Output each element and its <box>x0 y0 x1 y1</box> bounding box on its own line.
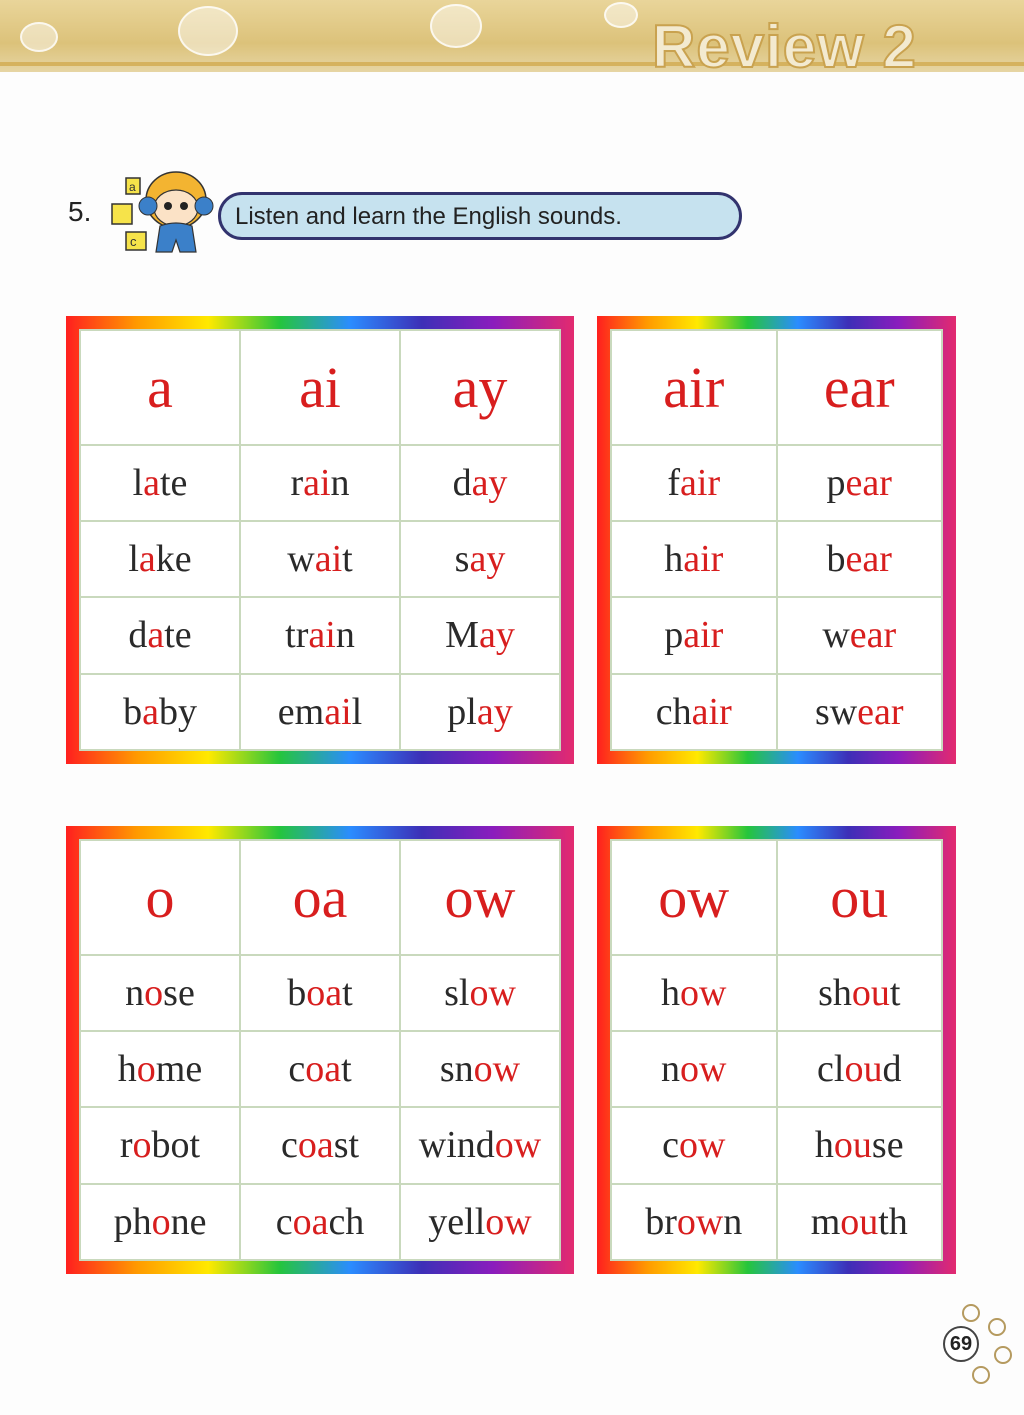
word-part: me <box>155 1048 203 1091</box>
word-part: by <box>158 690 197 733</box>
word-part: th <box>878 1200 908 1243</box>
table-row <box>80 1107 560 1183</box>
word-cell <box>240 1031 400 1107</box>
word-part: se <box>871 1124 904 1167</box>
word-cell <box>240 674 400 750</box>
word-part: w <box>822 614 850 657</box>
word-part: c <box>280 1124 298 1167</box>
sound-header: ear <box>777 330 943 445</box>
word-part: cl <box>817 1048 845 1091</box>
highlighted-letters: ear <box>849 614 897 657</box>
highlighted-letters: ai <box>314 538 343 581</box>
table-row <box>611 597 942 673</box>
word-part: n <box>723 1200 743 1243</box>
table-row <box>80 955 560 1031</box>
sound-header: air <box>611 330 777 445</box>
word-cell <box>240 955 400 1031</box>
word-cell <box>80 1031 240 1107</box>
phonics-table-a-ai-ay <box>66 316 574 764</box>
word-part: se <box>163 971 195 1014</box>
word-part: te <box>160 461 188 504</box>
word-part: c <box>275 1200 293 1243</box>
word-part: n <box>330 461 350 504</box>
page-title: Review 2 <box>652 13 917 80</box>
word-cell <box>240 597 400 673</box>
word-part: d <box>452 461 472 504</box>
word-part: p <box>826 461 846 504</box>
highlighted-letters: ai <box>303 461 331 504</box>
highlighted-letters: ou <box>844 1048 883 1091</box>
phonics-table-air-ear <box>597 316 956 764</box>
word-part: m <box>810 1200 841 1243</box>
highlighted-letters: ay <box>476 690 513 733</box>
word-part: t <box>342 971 353 1014</box>
exercise-number: 5. <box>68 196 92 227</box>
svg-text:a: a <box>129 180 136 194</box>
word-cell <box>240 1184 400 1260</box>
ring-decoration <box>962 1304 980 1322</box>
highlighted-letters: air <box>680 461 721 504</box>
table-grid <box>610 329 943 751</box>
highlighted-letters: ow <box>485 1200 532 1243</box>
sound-header: ai <box>240 330 400 445</box>
word-cell <box>611 597 777 673</box>
paw-print-decoration <box>604 2 638 28</box>
instruction-text: Listen and learn the English sounds. <box>235 203 622 230</box>
paw-print-decoration <box>430 4 482 48</box>
highlighted-letters: a <box>142 690 159 733</box>
word-part: te <box>164 614 192 657</box>
word-cell <box>611 1107 777 1183</box>
word-cell <box>777 445 943 521</box>
highlighted-letters: ow <box>680 1048 727 1091</box>
word-cell <box>400 521 560 597</box>
highlighted-letters: ay <box>471 461 508 504</box>
word-cell <box>611 1031 777 1107</box>
highlighted-letters: ay <box>478 614 515 657</box>
word-part: d <box>882 1048 902 1091</box>
paw-print-decoration <box>178 6 238 56</box>
sound-header: ow <box>611 840 777 955</box>
highlighted-letters: ear <box>857 690 904 733</box>
sound-header: a <box>80 330 240 445</box>
highlighted-letters: o <box>151 1200 171 1243</box>
word-cell <box>80 597 240 673</box>
table-row <box>80 445 560 521</box>
word-part: sl <box>444 971 470 1014</box>
word-part: l <box>132 461 144 504</box>
word-cell <box>240 1107 400 1183</box>
word-part: h <box>814 1124 834 1167</box>
word-cell <box>777 674 943 750</box>
word-part: n <box>335 614 355 657</box>
highlighted-letters: oa <box>297 1124 334 1167</box>
word-part: b <box>826 538 846 581</box>
word-cell <box>400 597 560 673</box>
word-cell <box>777 521 943 597</box>
table-row <box>611 1107 942 1183</box>
word-part: b <box>123 690 143 733</box>
word-part: r <box>119 1124 133 1167</box>
ring-decoration <box>994 1346 1012 1364</box>
word-part: w <box>287 538 315 581</box>
word-cell <box>400 1107 560 1183</box>
highlighted-letters: ay <box>469 538 506 581</box>
highlighted-letters: ai <box>324 690 352 733</box>
sound-header: oa <box>240 840 400 955</box>
word-part: t <box>889 971 901 1014</box>
highlighted-letters: ou <box>840 1200 879 1243</box>
highlighted-letters: ou <box>851 971 890 1014</box>
word-cell <box>80 955 240 1031</box>
table-row <box>80 1031 560 1107</box>
word-cell <box>80 521 240 597</box>
word-part: ne <box>170 1200 207 1243</box>
table-row <box>611 674 942 750</box>
word-cell <box>80 674 240 750</box>
highlighted-letters: o <box>132 1124 152 1167</box>
word-part: sh <box>818 971 852 1014</box>
word-part: br <box>645 1200 677 1243</box>
phonics-table-ow-ou <box>597 826 956 1274</box>
highlighted-letters: a <box>147 614 165 657</box>
sound-header: ou <box>777 840 943 955</box>
word-part: t <box>342 538 353 581</box>
highlighted-letters: oa <box>306 971 343 1014</box>
word-cell <box>611 674 777 750</box>
highlighted-letters: a <box>143 461 160 504</box>
word-cell <box>240 445 400 521</box>
word-cell <box>400 1184 560 1260</box>
word-part: b <box>287 971 307 1014</box>
word-cell <box>400 1031 560 1107</box>
word-part: ch <box>328 1200 365 1243</box>
word-part: sn <box>439 1048 474 1091</box>
highlighted-letters: oa <box>292 1200 329 1243</box>
paw-print-decoration <box>20 22 58 52</box>
highlighted-letters: air <box>691 690 732 733</box>
ring-decoration <box>972 1366 990 1384</box>
highlighted-letters: ow <box>678 1124 726 1167</box>
table-row <box>80 521 560 597</box>
sound-header: ay <box>400 330 560 445</box>
word-part: l <box>128 538 139 581</box>
word-cell <box>777 1184 943 1260</box>
highlighted-letters: ow <box>473 1048 521 1091</box>
word-part: h <box>661 971 681 1014</box>
word-part: n <box>125 971 145 1014</box>
highlighted-letters: o <box>144 971 164 1014</box>
word-part: yell <box>428 1200 486 1243</box>
header-row <box>80 840 560 955</box>
word-part: c <box>662 1124 679 1167</box>
table-row <box>611 445 942 521</box>
table-row <box>611 1184 942 1260</box>
word-part: s <box>454 538 470 581</box>
word-cell <box>400 955 560 1031</box>
word-part: n <box>661 1048 681 1091</box>
word-cell <box>400 445 560 521</box>
highlighted-letters: ow <box>676 1200 724 1243</box>
highlighted-letters: o <box>136 1048 156 1091</box>
table-row <box>80 674 560 750</box>
highlighted-letters: ow <box>469 971 516 1014</box>
table-row <box>80 1184 560 1260</box>
word-part: h <box>664 538 684 581</box>
highlighted-letters: ai <box>308 614 336 657</box>
highlighted-letters: ow <box>680 971 727 1014</box>
highlighted-letters: ear <box>845 461 892 504</box>
highlighted-letters: air <box>683 538 724 581</box>
table-grid <box>79 329 561 751</box>
word-part: bot <box>151 1124 201 1167</box>
page-number: 69 <box>943 1326 979 1362</box>
word-cell <box>777 597 943 673</box>
sound-header: ow <box>400 840 560 955</box>
word-part: h <box>117 1048 137 1091</box>
svg-text:c: c <box>130 234 137 249</box>
word-part: d <box>128 614 148 657</box>
phonics-table-o-oa-ow <box>66 826 574 1274</box>
word-part: wind <box>418 1124 495 1167</box>
word-cell <box>80 1184 240 1260</box>
word-part: st <box>333 1124 360 1167</box>
word-part: t <box>341 1048 352 1091</box>
word-cell <box>80 1107 240 1183</box>
word-cell <box>611 521 777 597</box>
table-grid <box>610 839 943 1261</box>
word-part: sw <box>814 690 858 733</box>
word-part: ch <box>655 690 692 733</box>
highlighted-letters: ou <box>833 1124 872 1167</box>
instruction-bubble <box>218 192 742 240</box>
header-row <box>611 840 942 955</box>
table-row <box>611 1031 942 1107</box>
highlighted-letters: ow <box>494 1124 542 1167</box>
sound-header: o <box>80 840 240 955</box>
highlighted-letters: oa <box>305 1048 342 1091</box>
word-part: c <box>288 1048 306 1091</box>
word-cell <box>80 445 240 521</box>
highlighted-letters: a <box>138 538 156 581</box>
word-part: pl <box>447 690 477 733</box>
mascot-icon <box>108 160 226 260</box>
word-part: l <box>351 690 363 733</box>
word-cell <box>400 674 560 750</box>
word-part: r <box>290 461 304 504</box>
table-grid <box>79 839 561 1261</box>
highlighted-letters: ear <box>845 538 892 581</box>
word-part: M <box>445 614 479 657</box>
word-cell <box>777 955 943 1031</box>
word-cell <box>777 1031 943 1107</box>
word-part: p <box>664 614 684 657</box>
table-row <box>80 597 560 673</box>
word-part: em <box>277 690 325 733</box>
header-row <box>611 330 942 445</box>
ring-decoration <box>988 1318 1006 1336</box>
word-part: f <box>667 461 681 504</box>
word-cell <box>240 521 400 597</box>
word-cell <box>611 1184 777 1260</box>
table-row <box>611 521 942 597</box>
highlighted-letters: air <box>683 614 724 657</box>
word-cell <box>777 1107 943 1183</box>
word-part: tr <box>285 614 309 657</box>
header-row <box>80 330 560 445</box>
word-part: ph <box>113 1200 152 1243</box>
word-cell <box>611 955 777 1031</box>
table-row <box>611 955 942 1031</box>
word-cell <box>611 445 777 521</box>
word-part: ke <box>155 538 192 581</box>
